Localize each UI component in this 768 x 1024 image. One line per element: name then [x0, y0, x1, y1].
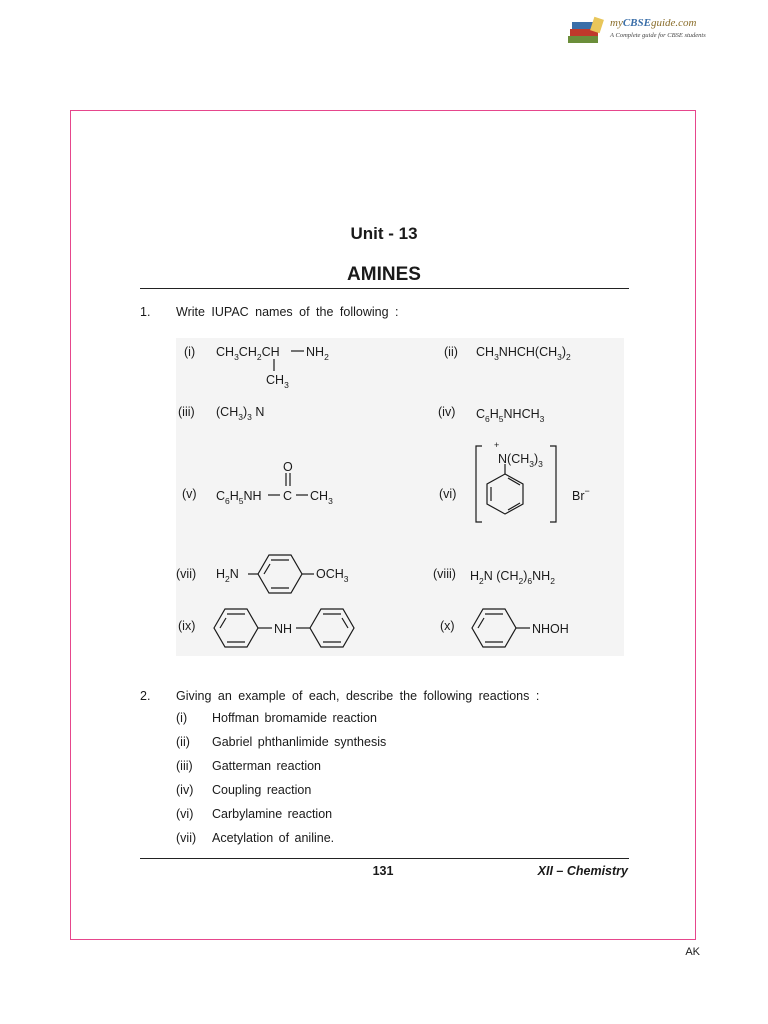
footer-subject: XII – Chemistry [537, 864, 628, 878]
logo-brand: myCBSEguide.com [610, 17, 697, 29]
svg-text:H2N: $H_2N$ [216, 567, 239, 584]
structure-iv [476, 407, 545, 424]
item-viii-number: (viii) [433, 567, 456, 581]
svg-text:N(CH3)3: $N(CH_3)_3$ [498, 452, 543, 469]
item-x-number: (x) [440, 619, 455, 633]
books-logo-icon [566, 16, 606, 48]
hydroxylamine-group: NHOH [532, 622, 569, 636]
svg-text:+: + [494, 440, 500, 450]
bromide-ion: Br− [572, 486, 590, 503]
structure-x [472, 609, 569, 647]
structure-v [216, 460, 333, 506]
structures-panel [176, 338, 624, 656]
question-1-text: Write IUPAC names of the following : [176, 305, 399, 319]
svg-text:CH3CH2CH: $CH_3CH_2CH$ [216, 345, 280, 362]
item-vii-number: (vii) [176, 567, 197, 581]
svg-text:CH3: $CH_3$ [310, 489, 333, 506]
svg-text:H2N (CH2)6NH2: $H_2N$ $(CH_2)_6NH_2$ [470, 569, 555, 586]
unit-heading: Unit - 13 [350, 224, 418, 243]
structure-viii [470, 569, 555, 586]
corner-mark: AK [685, 946, 700, 958]
structure-ii [476, 345, 571, 362]
carbonyl-oxygen: O [283, 460, 293, 474]
methoxy-group: $OCH_3$ [316, 567, 349, 584]
structure-i [216, 345, 329, 390]
svg-text:(CH3)3 N: $(CH_3)_3$ N [216, 405, 265, 422]
item-i-number: (i) [184, 345, 196, 359]
structure-vii [216, 555, 349, 593]
diphenylamine-nh: NH [274, 622, 293, 636]
svg-text:C6H5NH: $C_6H_5NH$ [216, 489, 262, 506]
site-logo [566, 16, 714, 48]
item-v-number: (v) [182, 487, 197, 501]
question-2-text: Giving an example of each, describe the following reactions : [176, 689, 540, 703]
page-number: 131 [372, 864, 394, 878]
carbonyl-carbon: C [283, 489, 293, 503]
item-vi-number: (vi) [439, 487, 457, 501]
svg-text:CH3NHCH(CH3)2: $CH_3NHCH(CH_3)_2$ [476, 345, 571, 362]
item-ii-number: (ii) [444, 345, 458, 359]
svg-text:C6H5NHCH3: $C_6H_5NHCH_3$ [476, 407, 545, 424]
structure-ix [214, 609, 354, 647]
item-ix-number: (ix) [178, 619, 196, 633]
logo-tagline: A Complete guide for CBSE students [610, 32, 706, 39]
svg-text:NH2: $NH_2$ [306, 345, 329, 362]
item-iii-number: (iii) [178, 405, 195, 419]
question-2-number: 2. [140, 689, 151, 703]
svg-text:CH3: $CH_3$ [266, 373, 289, 390]
structure-iii [216, 405, 264, 422]
item-iv-number: (iv) [438, 405, 456, 419]
footer-rule [140, 858, 629, 859]
question-1-number: 1. [140, 305, 151, 319]
title-rule [140, 288, 629, 289]
chapter-title: AMINES [347, 264, 421, 285]
